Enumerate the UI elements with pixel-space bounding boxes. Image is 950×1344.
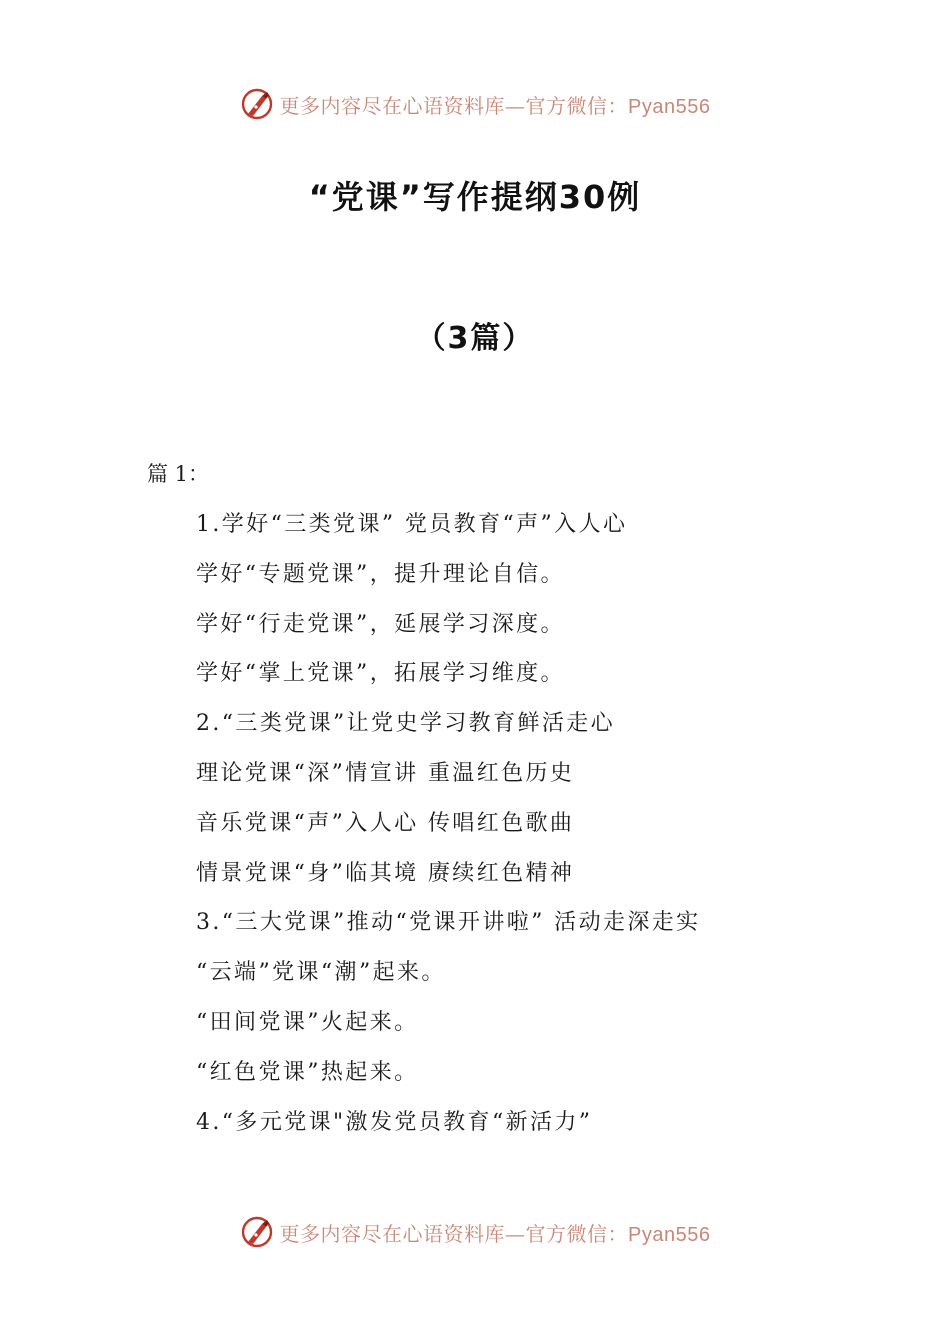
outline-list: [196, 500, 896, 1147]
outline-line: 学好“专题党课”，提升理论自信。: [196, 561, 565, 587]
watermark-text-en: Pyan556: [628, 95, 711, 118]
watermark-text-cn: 更多内容尽在心语资料库—官方微信：: [279, 1221, 629, 1246]
outline-line: 学好“掌上党课”，拓展学习维度。: [196, 661, 565, 687]
header-watermark: [0, 84, 950, 124]
outline-line: 理论党课“深”情宣讲 重温红色历史: [196, 760, 575, 786]
outline-line: “红色党课”热起来。: [196, 1059, 419, 1085]
outline-line: 1.学好“三类党课” 党员教育“声”入人心: [196, 512, 628, 537]
watermark-text-en: Pyan556: [628, 1223, 711, 1246]
watermark-text: [280, 90, 711, 119]
document-title: “党课”写作提纲30例: [308, 178, 642, 216]
outline-line: “田间党课”火起来。: [196, 1009, 419, 1035]
section-label: 篇 1：: [147, 462, 210, 486]
outline-line: 4.“多元党课"激发党员教育“新活力”: [196, 1109, 593, 1135]
outline-line: 情景党课“身”临其境 赓续红色精神: [196, 860, 575, 886]
outline-line: “云端”党课“潮”起来。: [196, 960, 446, 986]
outline-line: 音乐党课“声”入人心 传唱红色歌曲: [196, 810, 575, 836]
outline-line: 学好“行走党课”，延展学习深度。: [196, 611, 565, 637]
pen-nib-logo-icon: [240, 87, 274, 121]
document-subtitle: （3篇）: [415, 321, 535, 356]
outline-line: 2.“三类党课”让党史学习教育鲜活走心: [196, 711, 616, 737]
pen-nib-logo-icon: [240, 1215, 274, 1249]
watermark-text: [280, 1218, 711, 1247]
footer-watermark: [0, 1212, 950, 1252]
watermark-text-cn: 更多内容尽在心语资料库—官方微信：: [279, 93, 629, 118]
outline-line: 3.“三大党课”推动“党课开讲啦” 活动走深走实: [196, 910, 701, 936]
